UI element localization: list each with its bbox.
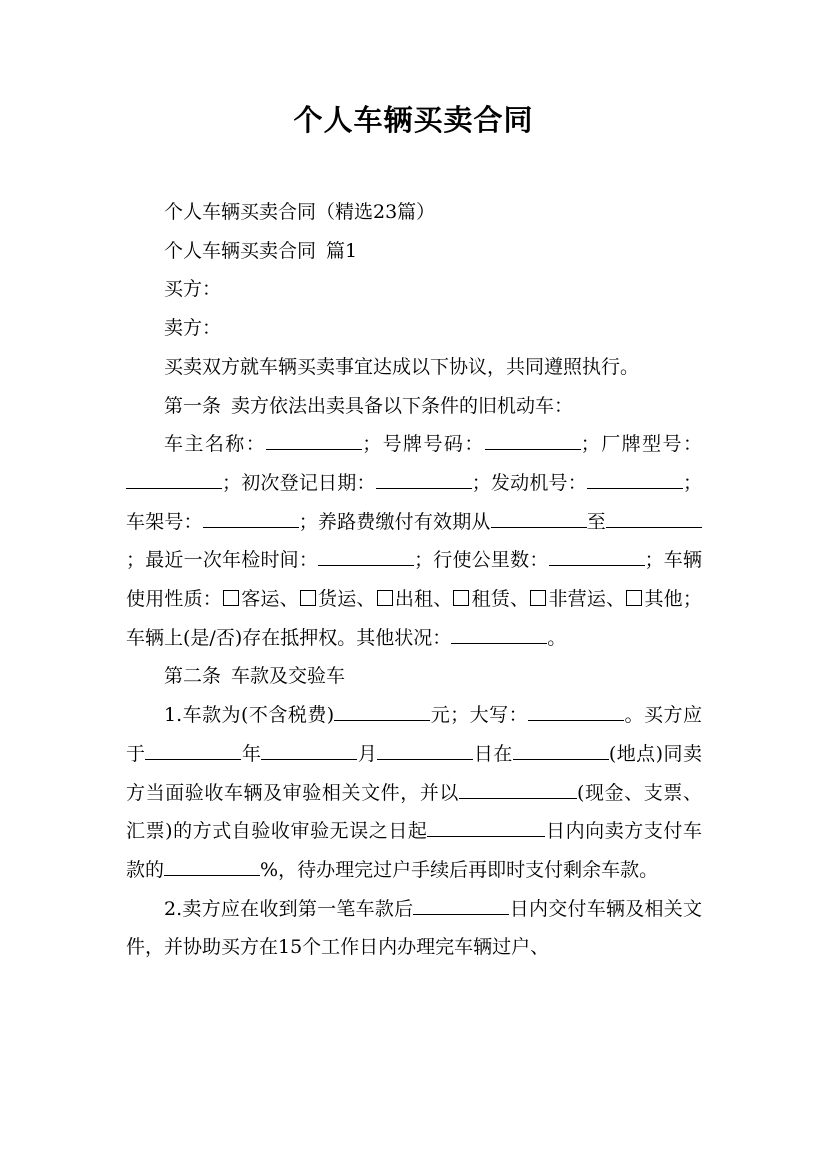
last-inspection-blank: [318, 545, 414, 566]
opt-nonop: 非营运、: [548, 588, 626, 611]
clause1-payment-text: (现金、支票、汇票)的方式自验收审验无误之日起: [126, 781, 702, 843]
document-title: 个人车辆买卖合同: [293, 103, 534, 137]
article2-clause2: [126, 890, 702, 967]
month-blank: [261, 739, 357, 760]
first-reg-label: ；初次登记日期：: [222, 471, 376, 494]
seller-line: 卖方：: [164, 317, 222, 340]
model-label: ；厂牌型号：: [580, 433, 702, 456]
clause2-start: 2.卖方应在收到第一笔车款后: [164, 897, 414, 920]
opt-passenger: 客运、: [241, 588, 299, 611]
article2-clause1: [126, 696, 702, 890]
owner-name-label: 车主名称：: [164, 433, 267, 456]
delivery-days-blank: [413, 894, 509, 915]
percent-blank: [164, 855, 260, 876]
checkbox-nonop[interactable]: [530, 590, 546, 606]
plate-no-label: ；号牌号码：: [362, 433, 485, 456]
clause1-location-text: (地点)同卖方当面验收车辆及审验相关文件，并以: [126, 742, 702, 804]
mileage-blank: [549, 545, 645, 566]
article1-heading: [126, 387, 702, 426]
clause1-end-text: %，待办理完过户手续后再即时支付剩余车款。: [260, 858, 659, 881]
section-heading: 个人车辆买卖合同: [164, 239, 317, 262]
frame-no-blank: [203, 507, 299, 528]
clause1-capital-label: 元；大写：: [430, 704, 529, 727]
day-label: 日在: [473, 742, 513, 765]
engine-no-label: ；发动机号：: [471, 471, 587, 494]
article1-number: 第一条: [164, 394, 222, 417]
opt-freight: 货运、: [317, 588, 376, 611]
article1-body: [126, 425, 702, 657]
engine-no-blank: [587, 468, 683, 489]
first-reg-blank: [376, 468, 472, 489]
article1-end: 。: [547, 626, 567, 649]
month-label: 月: [357, 742, 378, 765]
mortgage-text: ；车辆上(是/否)存在抵押权。其他状况：: [126, 588, 702, 649]
section-number: 篇1: [326, 239, 358, 262]
plate-no-blank: [485, 429, 581, 450]
day-blank: [377, 739, 473, 760]
model-blank: [126, 468, 222, 489]
opt-lease: 租赁、: [471, 588, 530, 611]
subtitle-line: 个人车辆买卖合同（精选23篇）: [164, 201, 436, 223]
intro-line: 买卖双方就车辆买卖事宜达成以下协议，共同遵照执行。: [164, 355, 640, 378]
clause1-price-label: 1.车款为(不含税费): [164, 704, 335, 727]
opt-other: 其他: [644, 588, 683, 611]
year-blank: [145, 739, 241, 760]
section-heading-line: [126, 232, 702, 271]
buyer-line: 买方：: [164, 278, 222, 301]
year-label: 年: [241, 742, 262, 765]
checkbox-freight[interactable]: [300, 590, 316, 606]
road-fee-to-blank: [606, 507, 702, 528]
article2-heading: [126, 657, 702, 696]
to-label: 至: [586, 510, 606, 533]
usage-label: ；车辆使用性质：: [126, 549, 702, 611]
road-fee-label: ；养路费缴付有效期从: [298, 510, 491, 533]
mileage-label: ；行使公里数：: [414, 549, 549, 572]
location-blank: [513, 739, 609, 760]
checkbox-passenger[interactable]: [223, 590, 239, 606]
clause2-rest: 日内交付车辆及相关文件，并协助买方在15个工作日内办理完车辆过户、: [126, 897, 702, 959]
last-inspection-label: ；最近一次年检时间：: [126, 549, 319, 572]
frame-no-label: ；车架号：: [126, 471, 702, 533]
days-blank: [427, 816, 545, 837]
checkbox-other[interactable]: [626, 590, 642, 606]
checkbox-lease[interactable]: [453, 590, 469, 606]
article1-heading-text: 卖方依法出卖具备以下条件的旧机动车：: [231, 394, 574, 417]
payment-method-blank: [459, 778, 577, 799]
capital-amount-blank: [528, 700, 624, 721]
document-body: [126, 193, 702, 967]
article2-number: 第二条: [164, 665, 222, 688]
owner-name-blank: [266, 429, 362, 450]
other-status-blank: [451, 623, 547, 644]
clause1-pay-text: 日内向卖方支付车款的: [126, 820, 702, 881]
opt-taxi: 出租、: [394, 588, 453, 611]
checkbox-taxi[interactable]: [377, 590, 393, 606]
article2-heading-text: 车款及交验车: [231, 665, 346, 688]
price-blank: [334, 700, 430, 721]
road-fee-from-blank: [491, 507, 587, 528]
clause1-buyer-at: 。买方应于: [126, 704, 702, 765]
